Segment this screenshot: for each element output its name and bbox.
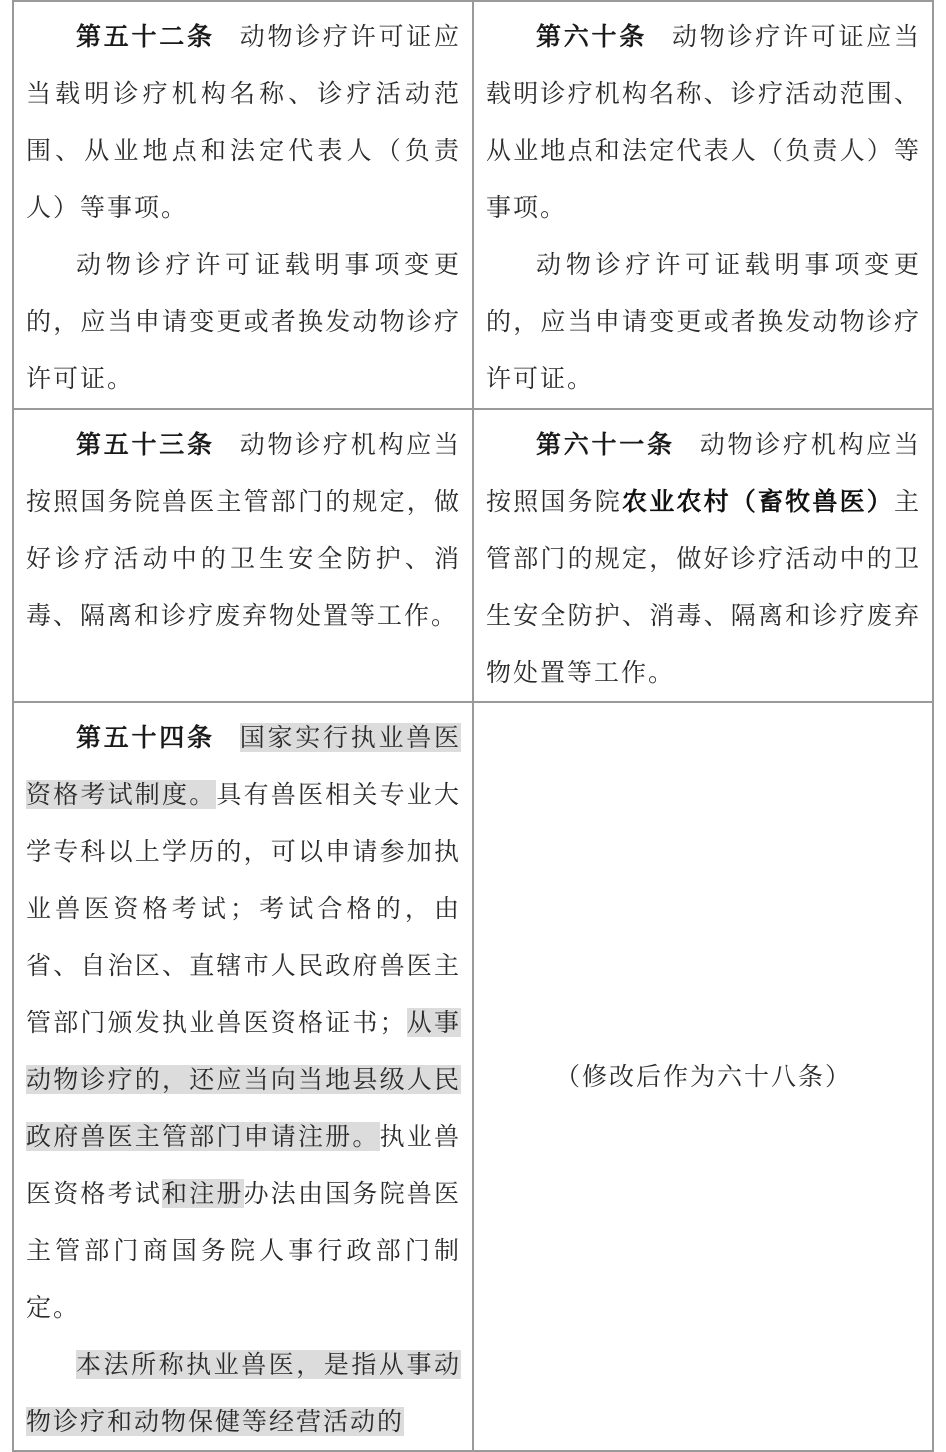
law-comparison-table: [12, 0, 934, 1452]
old-article-54-cell: [13, 702, 473, 1451]
article-text: 动物诊疗机构应当按照国务院: [486, 430, 921, 516]
article-number: 第五十四条: [76, 723, 215, 752]
highlighted-text: 从事动物诊疗的，还应当向当地县级人民政府兽医主管部门申请注册。: [26, 1008, 461, 1151]
paragraph: [486, 416, 921, 701]
article-text: 动物诊疗许可证应当载明诊疗机构名称、诊疗活动范围、从业地点和法定代表人（负责人）等事项。: [486, 22, 921, 222]
highlighted-text: 和注册: [162, 1179, 244, 1208]
amendment-note-cell: [473, 702, 933, 1451]
article-text: 执业兽医资格考试: [26, 1122, 461, 1208]
article-number: 第六十条: [536, 22, 647, 51]
amendment-note: （修改后作为六十八条）: [554, 1062, 852, 1091]
paragraph: 动物诊疗许可证载明事项变更的，应当申请变更或者换发动物诊疗许可证。: [486, 250, 921, 393]
paragraph: [486, 8, 921, 236]
article-text: 动物诊疗许可证应当载明诊疗机构名称、诊疗活动范围、从业地点和法定代表人（负责人）等事项。: [26, 22, 461, 222]
highlighted-text: 本法所称执业兽医，是指从事动物诊疗和动物保健等经营活动的: [26, 1350, 461, 1436]
amended-text-bold: 农业农村（畜牧兽医）: [622, 487, 894, 516]
article-text: 动物诊疗机构应当按照国务院兽医主管部门的规定，做好诊疗活动中的卫生安全防护、消毒、隔离和诊疗废弃物处置等工作。: [26, 430, 461, 630]
highlighted-text: 国家实行执业兽医资格考试制度。: [26, 723, 461, 809]
paragraph: [26, 1336, 461, 1450]
table-row: [13, 1, 933, 409]
article-number: 第五十二条: [76, 22, 215, 51]
article-number: 第五十三条: [76, 430, 215, 459]
table-row: [13, 702, 933, 1451]
article-number: 第六十一条: [536, 430, 675, 459]
table-row: [13, 409, 933, 702]
paragraph: [26, 8, 461, 236]
paragraph: [26, 416, 461, 644]
old-article-53-cell: [13, 409, 473, 702]
new-article-60-cell: [473, 1, 933, 409]
paragraph: 动物诊疗许可证载明事项变更的，应当申请变更或者换发动物诊疗许可证。: [26, 250, 461, 393]
paragraph: [26, 709, 461, 1336]
new-article-61-cell: [473, 409, 933, 702]
article-text: 主管部门的规定，做好诊疗活动中的卫生安全防护、消毒、隔离和诊疗废弃物处置等工作。: [486, 487, 921, 687]
old-article-52-cell: [13, 1, 473, 409]
article-text: 办法由国务院兽医主管部门商国务院人事行政部门制定。: [26, 1179, 461, 1322]
article-text: 具有兽医相关专业大学专科以上学历的，可以申请参加执业兽医资格考试；考试合格的，由省、自治区、直辖市人民政府兽医主管部门颁发执业兽医资格证书；: [26, 780, 461, 1037]
